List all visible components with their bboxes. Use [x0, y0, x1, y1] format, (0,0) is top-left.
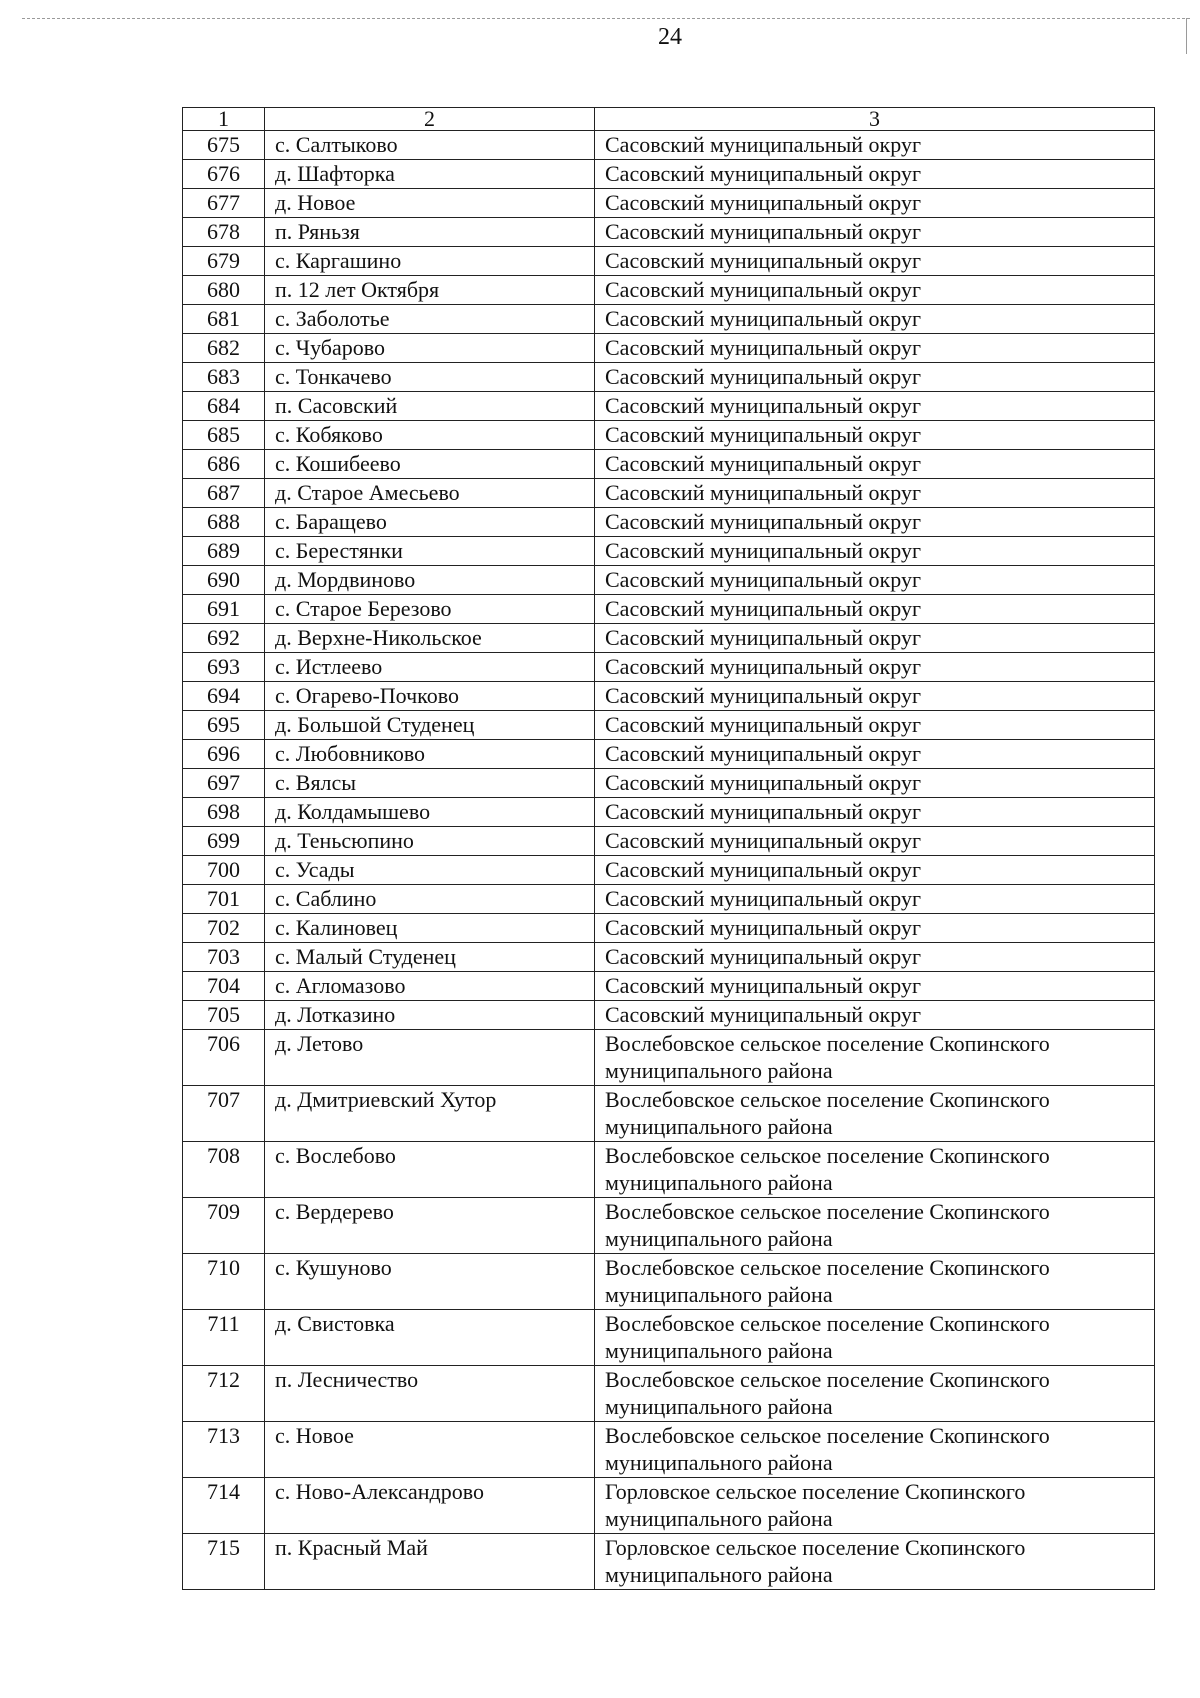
table-row	[183, 740, 1155, 769]
row-number-cell: 713	[183, 1422, 265, 1478]
table-row	[183, 1198, 1155, 1254]
settlement-name-cell: с. Саблино	[265, 885, 595, 914]
table-row	[183, 247, 1155, 276]
column-header-1: 1	[183, 108, 265, 131]
row-number-cell: 700	[183, 856, 265, 885]
settlement-name-cell: с. Вялсы	[265, 769, 595, 798]
table-row	[183, 421, 1155, 450]
settlement-name-cell: д. Теньсюпино	[265, 827, 595, 856]
table-row	[183, 160, 1155, 189]
municipality-cell: Вослебовское сельское поселение Скопинского муниципального района	[595, 1086, 1155, 1142]
settlement-name-cell: д. Старое Амесьево	[265, 479, 595, 508]
row-number-cell: 712	[183, 1366, 265, 1422]
municipality-cell: Сасовский муниципальный округ	[595, 305, 1155, 334]
settlement-name-cell: с. Кошибеево	[265, 450, 595, 479]
table-row	[183, 1254, 1155, 1310]
municipality-cell: Сасовский муниципальный округ	[595, 218, 1155, 247]
table-row	[183, 363, 1155, 392]
municipality-cell: Сасовский муниципальный округ	[595, 131, 1155, 160]
table-row	[183, 1366, 1155, 1422]
settlement-name-cell: п. Лесничество	[265, 1366, 595, 1422]
table-row	[183, 769, 1155, 798]
table-row	[183, 856, 1155, 885]
settlement-name-cell: с. Старое Березово	[265, 595, 595, 624]
municipality-cell: Вослебовское сельское поселение Скопинского муниципального района	[595, 1142, 1155, 1198]
row-number-cell: 684	[183, 392, 265, 421]
settlement-name-cell: д. Большой Студенец	[265, 711, 595, 740]
settlement-name-cell: с. Агломазово	[265, 972, 595, 1001]
municipality-cell: Сасовский муниципальный округ	[595, 740, 1155, 769]
table-row	[183, 1310, 1155, 1366]
row-number-cell: 687	[183, 479, 265, 508]
municipality-cell: Сасовский муниципальный округ	[595, 972, 1155, 1001]
settlement-name-cell: д. Новое	[265, 189, 595, 218]
table-row	[183, 479, 1155, 508]
settlement-name-cell: с. Вердерево	[265, 1198, 595, 1254]
settlement-name-cell: с. Салтыково	[265, 131, 595, 160]
settlement-name-cell: с. Тонкачево	[265, 363, 595, 392]
settlement-name-cell: с. Заболотье	[265, 305, 595, 334]
page-number: 24	[658, 24, 682, 50]
table-row	[183, 276, 1155, 305]
municipality-cell: Вослебовское сельское поселение Скопинского муниципального района	[595, 1254, 1155, 1310]
row-number-cell: 704	[183, 972, 265, 1001]
row-number-cell: 715	[183, 1534, 265, 1590]
row-number-cell: 677	[183, 189, 265, 218]
table-row	[183, 972, 1155, 1001]
table-row	[183, 1478, 1155, 1534]
municipality-cell: Сасовский муниципальный округ	[595, 711, 1155, 740]
table-row	[183, 218, 1155, 247]
row-number-cell: 683	[183, 363, 265, 392]
settlement-name-cell: д. Свистовка	[265, 1310, 595, 1366]
settlement-name-cell: п. Сасовский	[265, 392, 595, 421]
municipality-cell: Сасовский муниципальный округ	[595, 537, 1155, 566]
row-number-cell: 691	[183, 595, 265, 624]
settlement-name-cell: с. Огарево-Почково	[265, 682, 595, 711]
row-number-cell: 710	[183, 1254, 265, 1310]
municipality-cell: Горловское сельское поселение Скопинского муниципального района	[595, 1478, 1155, 1534]
table-row	[183, 624, 1155, 653]
settlement-name-cell: д. Колдамышево	[265, 798, 595, 827]
municipality-cell: Сасовский муниципальный округ	[595, 189, 1155, 218]
settlement-name-cell: д. Летово	[265, 1030, 595, 1086]
row-number-cell: 682	[183, 334, 265, 363]
municipality-cell: Сасовский муниципальный округ	[595, 653, 1155, 682]
table-row	[183, 392, 1155, 421]
row-number-cell: 698	[183, 798, 265, 827]
table-row	[183, 1086, 1155, 1142]
municipality-cell: Сасовский муниципальный округ	[595, 943, 1155, 972]
municipality-cell: Сасовский муниципальный округ	[595, 247, 1155, 276]
table-row	[183, 914, 1155, 943]
row-number-cell: 681	[183, 305, 265, 334]
settlement-name-cell: с. Новое	[265, 1422, 595, 1478]
table-row	[183, 827, 1155, 856]
settlements-table	[182, 107, 1155, 1590]
settlement-name-cell: с. Ново-Александрово	[265, 1478, 595, 1534]
table-row	[183, 595, 1155, 624]
table-body	[183, 108, 1155, 1590]
row-number-cell: 685	[183, 421, 265, 450]
settlement-name-cell: с. Малый Студенец	[265, 943, 595, 972]
table-row	[183, 682, 1155, 711]
settlement-name-cell: д. Лотказино	[265, 1001, 595, 1030]
settlement-name-cell: с. Чубарово	[265, 334, 595, 363]
row-number-cell: 686	[183, 450, 265, 479]
municipality-cell: Горловское сельское поселение Скопинского муниципального района	[595, 1534, 1155, 1590]
settlement-name-cell: с. Усады	[265, 856, 595, 885]
municipality-cell: Сасовский муниципальный округ	[595, 421, 1155, 450]
table-row	[183, 653, 1155, 682]
row-number-cell: 709	[183, 1198, 265, 1254]
municipality-cell: Сасовский муниципальный округ	[595, 827, 1155, 856]
row-number-cell: 692	[183, 624, 265, 653]
row-number-cell: 694	[183, 682, 265, 711]
table-row	[183, 1534, 1155, 1590]
municipality-cell: Сасовский муниципальный округ	[595, 392, 1155, 421]
row-number-cell: 703	[183, 943, 265, 972]
table-row	[183, 798, 1155, 827]
table-row	[183, 305, 1155, 334]
municipality-cell: Сасовский муниципальный округ	[595, 595, 1155, 624]
row-number-cell: 675	[183, 131, 265, 160]
settlement-name-cell: д. Мордвиново	[265, 566, 595, 595]
table-row	[183, 711, 1155, 740]
row-number-cell: 693	[183, 653, 265, 682]
settlement-name-cell: п. 12 лет Октября	[265, 276, 595, 305]
row-number-cell: 708	[183, 1142, 265, 1198]
settlement-name-cell: с. Баращево	[265, 508, 595, 537]
municipality-cell: Сасовский муниципальный округ	[595, 682, 1155, 711]
scan-artifact-line	[22, 18, 1190, 19]
municipality-cell: Сасовский муниципальный округ	[595, 508, 1155, 537]
municipality-cell: Вослебовское сельское поселение Скопинского муниципального района	[595, 1198, 1155, 1254]
settlement-name-cell: д. Дмитриевский Хутор	[265, 1086, 595, 1142]
municipality-cell: Вослебовское сельское поселение Скопинского муниципального района	[595, 1366, 1155, 1422]
table-row	[183, 1001, 1155, 1030]
municipality-cell: Сасовский муниципальный округ	[595, 276, 1155, 305]
row-number-cell: 695	[183, 711, 265, 740]
settlement-name-cell: с. Истлеево	[265, 653, 595, 682]
row-number-cell: 696	[183, 740, 265, 769]
table-row	[183, 450, 1155, 479]
settlement-name-cell: п. Ряньзя	[265, 218, 595, 247]
settlement-name-cell: д. Верхне-Никольское	[265, 624, 595, 653]
row-number-cell: 707	[183, 1086, 265, 1142]
row-number-cell: 699	[183, 827, 265, 856]
table-row	[183, 566, 1155, 595]
municipality-cell: Сасовский муниципальный округ	[595, 1001, 1155, 1030]
table-row	[183, 131, 1155, 160]
table-row	[183, 508, 1155, 537]
row-number-cell: 680	[183, 276, 265, 305]
municipality-cell: Вослебовское сельское поселение Скопинского муниципального района	[595, 1030, 1155, 1086]
table-header-row	[183, 108, 1155, 131]
row-number-cell: 678	[183, 218, 265, 247]
table-row	[183, 943, 1155, 972]
settlement-name-cell: д. Шафторка	[265, 160, 595, 189]
municipality-cell: Сасовский муниципальный округ	[595, 160, 1155, 189]
row-number-cell: 679	[183, 247, 265, 276]
row-number-cell: 714	[183, 1478, 265, 1534]
settlement-name-cell: с. Любовниково	[265, 740, 595, 769]
table-row	[183, 1030, 1155, 1086]
settlement-name-cell: с. Кобяково	[265, 421, 595, 450]
row-number-cell: 688	[183, 508, 265, 537]
table-row	[183, 189, 1155, 218]
settlement-name-cell: с. Калиновец	[265, 914, 595, 943]
municipality-cell: Сасовский муниципальный округ	[595, 624, 1155, 653]
municipality-cell: Сасовский муниципальный округ	[595, 363, 1155, 392]
table-row	[183, 885, 1155, 914]
municipality-cell: Сасовский муниципальный округ	[595, 769, 1155, 798]
row-number-cell: 705	[183, 1001, 265, 1030]
row-number-cell: 697	[183, 769, 265, 798]
municipality-cell: Сасовский муниципальный округ	[595, 885, 1155, 914]
municipality-cell: Сасовский муниципальный округ	[595, 856, 1155, 885]
row-number-cell: 711	[183, 1310, 265, 1366]
municipality-cell: Сасовский муниципальный округ	[595, 334, 1155, 363]
municipality-cell: Вослебовское сельское поселение Скопинского муниципального района	[595, 1422, 1155, 1478]
municipality-cell: Сасовский муниципальный округ	[595, 566, 1155, 595]
row-number-cell: 676	[183, 160, 265, 189]
municipality-cell: Сасовский муниципальный округ	[595, 914, 1155, 943]
table-row	[183, 334, 1155, 363]
settlement-name-cell: п. Красный Май	[265, 1534, 595, 1590]
row-number-cell: 689	[183, 537, 265, 566]
row-number-cell: 702	[183, 914, 265, 943]
settlement-name-cell: с. Вослебово	[265, 1142, 595, 1198]
municipality-cell: Сасовский муниципальный округ	[595, 450, 1155, 479]
column-header-3: 3	[595, 108, 1155, 131]
settlement-name-cell: с. Кушуново	[265, 1254, 595, 1310]
row-number-cell: 706	[183, 1030, 265, 1086]
municipality-cell: Вослебовское сельское поселение Скопинского муниципального района	[595, 1310, 1155, 1366]
municipality-cell: Сасовский муниципальный округ	[595, 798, 1155, 827]
table-row	[183, 1422, 1155, 1478]
settlement-name-cell: с. Берестянки	[265, 537, 595, 566]
row-number-cell: 701	[183, 885, 265, 914]
table-row	[183, 537, 1155, 566]
municipality-cell: Сасовский муниципальный округ	[595, 479, 1155, 508]
row-number-cell: 690	[183, 566, 265, 595]
table-row	[183, 1142, 1155, 1198]
column-header-2: 2	[265, 108, 595, 131]
settlement-name-cell: с. Каргашино	[265, 247, 595, 276]
